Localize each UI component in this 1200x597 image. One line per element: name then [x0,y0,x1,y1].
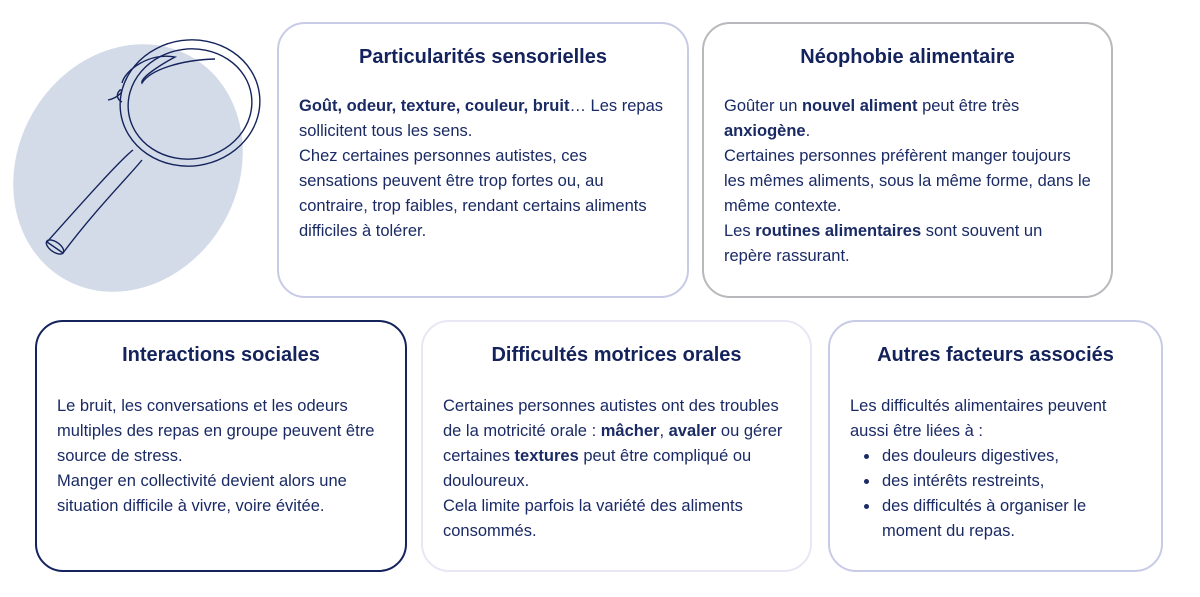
card-paragraph [724,94,1091,144]
card-paragraph [299,94,667,144]
background-blob [0,2,270,300]
text: peut être compliqué ou douloureux. [443,447,752,490]
bold-text: nouvel aliment [801,97,918,115]
card-title: Interactions sociales [122,344,320,366]
text: Les [724,222,756,240]
card-food-neophobia [702,22,1113,298]
list-item: • des difficultés à organiser le moment du repas. [880,494,1141,544]
text: . [805,122,811,140]
card-other-factors [828,320,1163,572]
bold-text: textures [514,447,579,465]
text: , [659,422,669,440]
text: Certaines personnes autistes ont des troubles de la motricité orale : [443,397,779,440]
bold-text: Goût, odeur, texture, couleur, bruit [299,97,570,115]
list-item: • des douleurs digestives, [880,444,1141,469]
card-title: Autres facteurs associés [877,344,1114,366]
magnifying-glass-illustration [0,0,270,300]
card-paragraph [443,394,790,494]
text: … Les repas sollicitent tous les sens. [299,97,663,140]
bold-text: routines alimentaires [755,222,922,240]
card-title: Néophobie alimentaire [800,46,1015,68]
bold-text: avaler [668,422,717,440]
text: Goûter un [724,97,802,115]
text: ou gérer certaines [443,422,783,465]
card-paragraph: Certaines personnes préfèrent manger toujours les mêmes aliments, sous la même forme, dans le même contexte. [724,147,1091,215]
card-paragraph: Cela limite parfois la variété des aliments consommés. [443,497,743,540]
card-paragraph: Le bruit, les conversations et les odeurs multiples des repas en groupe peuvent être source de stress. [57,397,375,465]
card-social-interactions [35,320,407,572]
bold-text: mâcher [600,422,660,440]
text: sont souvent un repère rassurant. [724,222,1043,265]
card-title: Particularités sensorielles [359,46,607,68]
card-paragraph: Chez certaines personnes autistes, ces sensations peuvent être trop fortes ou, au contraire, trop faibles, rendant certains aliments difficiles à tolérer. [299,147,647,240]
list-item: • des intérêts restreints, [880,469,1141,494]
card-paragraph: Les difficultés alimentaires peuvent aussi être liées à : [850,397,1107,440]
card-title: Difficultés motrices orales [491,344,742,366]
bold-text: anxiogène [724,122,806,140]
card-oral-motor-difficulties [421,320,812,572]
factor-list [850,444,1141,544]
card-paragraph [724,219,1091,269]
card-sensory-particularities [277,22,689,298]
card-paragraph: Manger en collectivité devient alors une situation difficile à vivre, voire évitée. [57,472,347,515]
text: peut être très [917,97,1020,115]
